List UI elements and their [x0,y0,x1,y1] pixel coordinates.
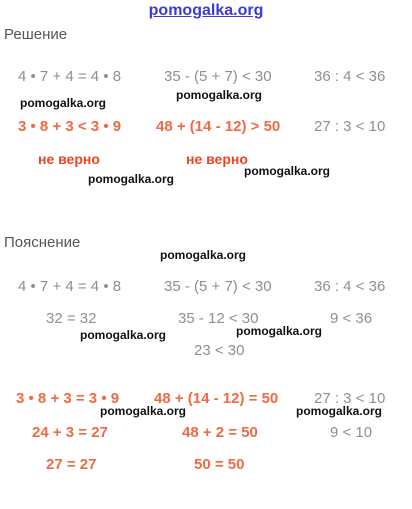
explanation-result-5: 24 + 3 = 27 [32,424,108,441]
solution-expr-3: 36 : 4 < 36 [314,68,386,85]
explanation-result-3: 9 < 36 [330,310,373,327]
watermark: pomogalka.org [80,328,167,342]
explanation-expr-4: 3 • 8 + 3 = 3 • 9 [16,390,120,407]
explanation-result-1: 32 = 32 [46,310,97,327]
watermark: pomogalka.org [20,96,107,110]
watermark: pomogalka.org [88,172,175,186]
explanation-heading: Пояснение [4,234,81,251]
solution-heading: Решение [4,26,68,43]
watermark: pomogalka.org [176,88,263,102]
explanation-expr-3: 36 : 4 < 36 [314,278,386,295]
verdict-2: не верно [186,151,248,167]
watermark: pomogalka.org [244,164,331,178]
watermark: pomogalka.org [296,404,383,418]
explanation-result-9: 50 = 50 [194,456,245,473]
explanation-expr-5: 48 + (14 - 12) = 50 [154,390,279,407]
solution-expr-6: 27 : 3 < 10 [314,118,386,135]
explanation-expr-6: 27 : 3 < 10 [314,390,386,407]
explanation-result-7: 9 < 10 [330,424,373,441]
verdict-1: не верно [38,151,100,167]
watermark: pomogalka.org [100,404,187,418]
solution-expr-4: 3 • 8 + 3 < 3 • 9 [18,118,122,135]
explanation-result-8: 27 = 27 [46,456,97,473]
explanation-result-6: 48 + 2 = 50 [182,424,258,441]
site-header-link[interactable]: pomogalka.org [148,2,264,19]
explanation-expr-2: 35 - (5 + 7) < 30 [164,278,272,295]
solution-expr-5: 48 + (14 - 12) > 50 [156,118,281,135]
explanation-expr-1: 4 • 7 + 4 = 4 • 8 [18,278,122,295]
explanation-result-4: 23 < 30 [194,342,245,359]
solution-expr-2: 35 - (5 + 7) < 30 [164,68,272,85]
watermark: pomogalka.org [160,248,247,262]
solution-expr-1: 4 • 7 + 4 = 4 • 8 [18,68,122,85]
explanation-result-2: 35 - 12 < 30 [178,310,259,327]
watermark: pomogalka.org [236,324,323,338]
